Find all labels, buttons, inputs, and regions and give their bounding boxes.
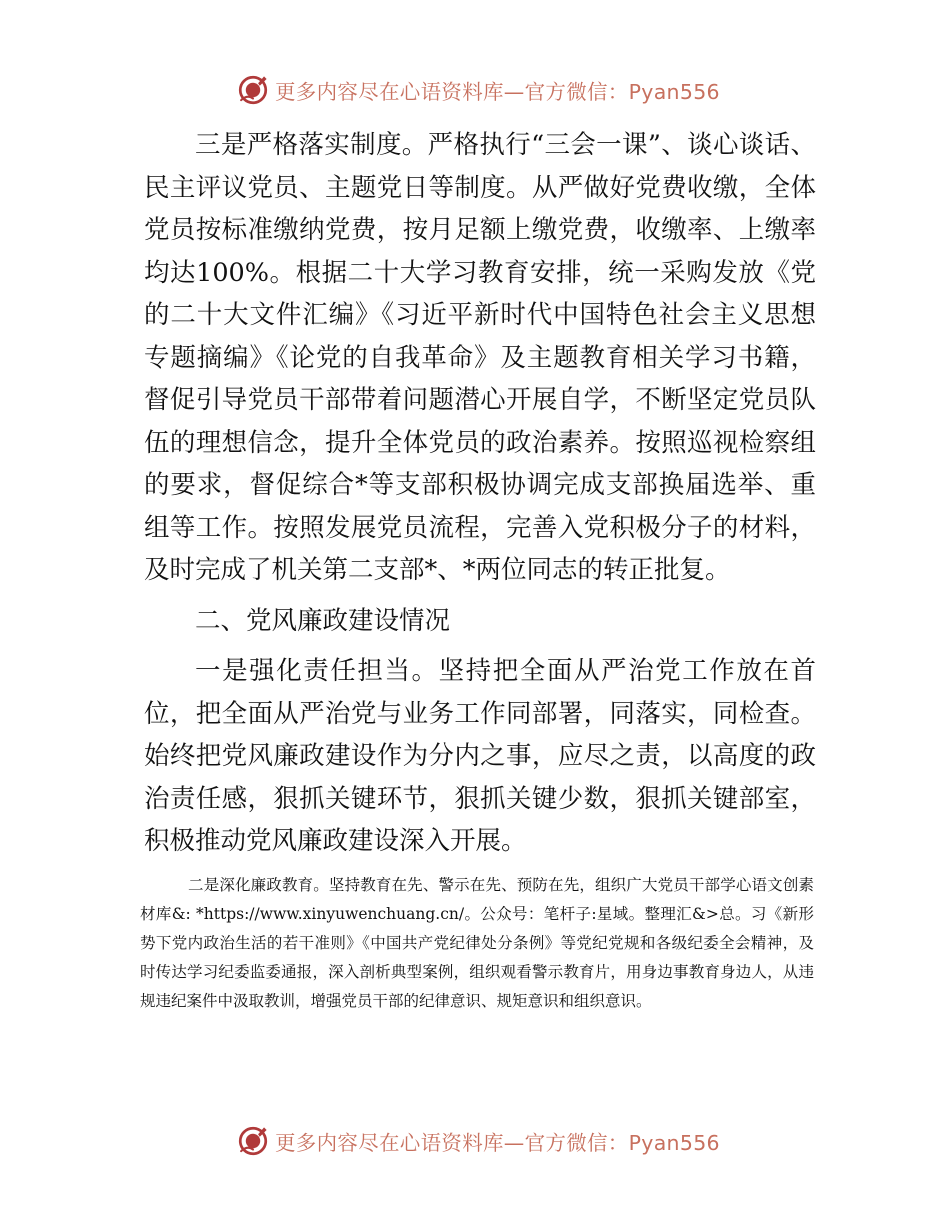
document-body <box>144 124 816 863</box>
watermark-text: 更多内容尽在心语资料库—官方微信：Pyan556 <box>275 80 720 104</box>
paragraph-responsibility: 一是强化责任担当。坚持把全面从严治党工作放在首位，把全面从严治党与业务工作同部署，同落实，同检查。始终把党风廉政建设作为分内之事，应尽之责，以高度的政治责任感，狠抓关键环节，狠抓关键少数，狠抓关键部室，积极推动党风廉政建设深入开展。 <box>144 656 816 856</box>
watermark-text: 更多内容尽在心语资料库—官方微信：Pyan556 <box>275 1131 720 1155</box>
pen-circle-logo-icon <box>236 1124 270 1158</box>
watermark-banner-bottom <box>236 1123 720 1159</box>
paragraph-integrity-education: 二是深化廉政教育。坚持教育在先、警示在先、预防在先，组织广大党员干部学心语文创素材库&: *https://www.xinyuwenchuang.cn/。公众号：笔杆子:星域。整理汇&>总。习《新形势下党内政治生活的若干准则》《中国共产党纪律处分条例》等党纪党规和各级纪委全会精神，及时传达学习纪委监委通报，深入剖析典型案例，组织观看警示教育片，用身边事教育身边人，从违规违纪案件中汲取教训，增强党员干部的纪律意识、规矩意识和组织意识。 <box>140 876 814 1010</box>
paragraph-strict-system: 三是严格落实制度。严格执行“三会一课”、谈心谈话、民主评议党员、主题党日等制度。从严做好党费收缴，全体党员按标准缴纳党费，按月足额上缴党费，收缴率、上缴率均达100%。根据二十大学习教育安排，统一采购发放《党的二十大文件汇编》《习近平新时代中国特色社会主义思想专题摘编》《论党的自我革命》及主题教育相关学习书籍，督促引导党员干部带着问题潜心开展自学，不断坚定党员队伍的理想信念，提升全体党员的政治素养。按照巡视检察组的要求，督促综合*等支部积极协调完成支部换届选举、重组等工作。按照发展党员流程，完善入党积极分子的材料，及时完成了机关第二支部*、*两位同志的转正批复。 <box>144 130 816 585</box>
section-heading-party-conduct: 二、党风廉政建设情况 <box>195 605 451 636</box>
watermark-banner-top <box>236 72 720 108</box>
pen-circle-logo-icon <box>236 73 270 107</box>
